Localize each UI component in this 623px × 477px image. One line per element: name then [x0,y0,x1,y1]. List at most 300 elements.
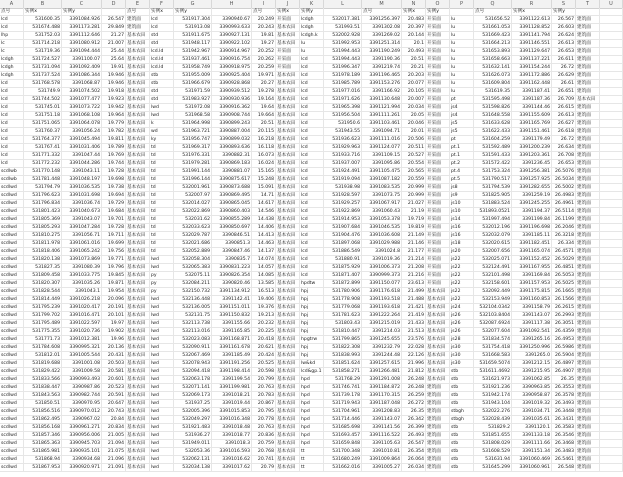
cell[interactable]: 3391282.655 [512,184,552,192]
cell[interactable]: 建筑面 [576,272,600,280]
cell[interactable]: 26.2046 [552,224,576,232]
column-header-d[interactable]: D [102,0,126,8]
cell[interactable]: lcd [300,176,324,184]
cell[interactable]: std [150,88,174,96]
cell[interactable]: 3390956.006 [62,432,102,440]
cell[interactable]: lcd [0,16,24,24]
cell[interactable]: 531809.458 [24,272,62,280]
cell[interactable]: 531739.178 [324,392,362,400]
cell[interactable]: 3391005.27 [362,464,402,472]
cell[interactable]: 建筑面 [576,448,600,456]
cell[interactable]: 531994.443 [324,48,362,56]
cell[interactable]: 3390835.7 [212,256,252,264]
cell[interactable]: 531827.35 [24,264,62,272]
cell[interactable]: 29.849 [102,24,126,32]
cell[interactable]: 3391259.19 [512,192,552,200]
cell[interactable]: 531828.544 [24,288,62,296]
cell[interactable]: 531886.549 [324,248,362,256]
cell[interactable]: scdlwd [0,352,24,360]
cell[interactable] [600,224,623,232]
cell[interactable]: hpd [300,440,324,448]
cell[interactable]: 531790.517 [474,176,512,184]
cell[interactable]: 19.946 [102,72,126,80]
cell[interactable]: lu [450,72,474,80]
cell[interactable]: 20.778 [252,416,276,424]
cell[interactable]: 建筑面 [576,224,600,232]
cell[interactable]: 3391245.255 [512,200,552,208]
cell[interactable]: 531604.259 [474,136,512,144]
cell[interactable]: scdlwd [0,392,24,400]
cell[interactable]: 531700.348 [324,448,362,456]
cell[interactable]: 开采面 [426,160,450,168]
cell[interactable]: 建筑面 [576,184,600,192]
cell[interactable]: 531779.068 [324,304,362,312]
cell[interactable]: 14.057 [252,264,276,272]
cell[interactable]: 3391105.475 [362,168,402,176]
cell[interactable]: 基本农田 [276,304,300,312]
cell[interactable]: 532131.75 [174,312,212,320]
cell[interactable]: scdlwd [0,408,24,416]
cell[interactable]: 3391215.95 [512,368,552,376]
cell[interactable]: 23.613 [402,280,426,288]
cell[interactable]: 基本农田 [126,232,150,240]
cell[interactable]: 26.5461 [552,456,576,464]
cell[interactable]: 建筑面 [576,24,600,32]
cell[interactable]: 基本农田 [276,88,300,96]
cell[interactable]: 20.527 [402,152,426,160]
column-header-p[interactable]: P [450,0,474,8]
cell[interactable]: 基本农田 [276,344,300,352]
cell[interactable]: 3391175.815 [512,288,552,296]
cell[interactable]: 26.4571 [552,248,576,256]
cell[interactable]: td [150,152,174,160]
cell[interactable]: 20.262 [252,56,276,64]
cell[interactable]: 基本农田 [126,360,150,368]
cell[interactable]: 531955.009 [174,72,212,80]
cell[interactable]: 531609.804 [474,80,512,88]
cell[interactable]: 21.146 [402,240,426,248]
cell[interactable]: 14.074 [252,256,276,264]
cell[interactable]: 建筑面 [576,456,600,464]
cell[interactable]: hpj [300,296,324,304]
cell[interactable] [600,168,623,176]
cell[interactable]: 3390846.51 [212,232,252,240]
cell[interactable]: 20.647 [102,400,126,408]
cell[interactable]: stb [450,392,474,400]
cell[interactable]: 建筑面 [426,400,450,408]
cell[interactable]: 建筑面 [576,72,600,80]
cell[interactable]: lwd [150,264,174,272]
cell[interactable]: 3391291.008 [362,376,402,384]
cell[interactable]: 26.4851 [552,264,576,272]
cell[interactable]: lu [450,32,474,40]
cell[interactable]: 基本农田 [276,264,300,272]
cell[interactable]: 3391112.646 [62,32,102,40]
cell[interactable]: 3391173.281 [62,24,102,32]
cell[interactable]: 531812.01 [24,352,62,360]
cell[interactable] [600,144,623,152]
cell[interactable]: 基本农田 [126,256,150,264]
cell[interactable]: 基本农田 [276,112,300,120]
cell[interactable] [600,424,623,432]
cell[interactable]: 基本农田 [276,80,300,88]
cell[interactable]: 3391121.994 [362,104,402,112]
cell[interactable]: 3391043.1 [62,288,102,296]
cell[interactable]: 20.252 [252,48,276,56]
cell[interactable]: lcd [300,224,324,232]
cell[interactable] [324,8,362,16]
cell[interactable]: 20.554 [402,160,426,168]
cell[interactable]: 3391245.655 [362,336,402,344]
cell[interactable]: 建筑面 [576,136,600,144]
cell[interactable]: 531843.563 [24,392,62,400]
cell[interactable] [600,448,623,456]
cell[interactable] [600,136,623,144]
cell[interactable]: 20.203 [402,72,426,80]
cell[interactable]: 531991.144 [174,168,212,176]
cell[interactable]: 开采面 [426,232,450,240]
cell[interactable]: 实例y [62,8,102,16]
cell[interactable]: 开采面 [426,144,450,152]
cell[interactable]: 点号 [362,8,402,16]
cell[interactable]: js8 [450,184,474,192]
cell[interactable]: 开采面 [426,216,450,224]
cell[interactable]: lwd [150,256,174,264]
cell[interactable]: 531996.144 [174,176,212,184]
cell[interactable]: lcd [300,216,324,224]
column-header-g[interactable]: G [174,0,212,8]
cell[interactable]: 26.4907 [552,368,576,376]
cell[interactable]: js20 [450,248,474,256]
cell[interactable]: 3391165.769 [512,120,552,128]
cell[interactable]: 531943.55 [324,128,362,136]
cell[interactable]: 3391005.544 [62,352,102,360]
cell[interactable]: 3391165.85 [212,328,252,336]
cell[interactable]: scdlwd [0,376,24,384]
cell[interactable]: 531820.307 [24,280,62,288]
cell[interactable] [600,216,623,224]
cell[interactable]: 3391080.912 [62,40,102,48]
cell[interactable]: 20.743 [102,408,126,416]
cell[interactable]: 531764.377 [24,136,62,144]
cell[interactable]: 26.5114 [552,208,576,216]
cell[interactable]: 基本农田 [126,384,150,392]
cell[interactable]: 基本农田 [276,384,300,392]
cell[interactable]: 3391194.37 [512,208,552,216]
cell[interactable]: 531968.58 [174,112,212,120]
cell[interactable]: 14.546 [252,208,276,216]
cell[interactable]: 3391018.48 [212,424,252,432]
cell[interactable]: 开采面 [426,152,450,160]
cell[interactable] [600,240,623,248]
cell[interactable]: 531829.2 [474,424,512,432]
cell[interactable]: 3391266.481 [362,368,402,376]
cell[interactable]: 3391199.981 [212,384,252,392]
cell[interactable]: scdlwd [0,216,24,224]
cell[interactable]: 建筑面 [576,56,600,64]
cell[interactable]: 26.5076 [552,168,576,176]
cell[interactable]: 基本农田 [276,320,300,328]
cell[interactable]: 3390916.362 [212,104,252,112]
cell[interactable]: td [150,184,174,192]
cell[interactable]: 531704.961 [324,408,362,416]
cell[interactable]: stb [450,448,474,456]
cell[interactable] [600,464,623,472]
cell[interactable]: 531904.476 [324,232,362,240]
cell[interactable]: 532104.0342 [474,304,512,312]
cell[interactable]: 26.3493 [552,400,576,408]
cell[interactable] [600,184,623,192]
cell[interactable]: 26.4897 [552,360,576,368]
cell[interactable]: 20.101 [102,312,126,320]
cell[interactable]: 3391065.242 [62,248,102,256]
cell[interactable]: 3391060.469 [512,456,552,464]
cell[interactable]: 26.547 [102,16,126,24]
cell[interactable]: 开采面 [426,208,450,216]
cell[interactable]: scdlwd [0,184,24,192]
cell[interactable]: 26.3546 [552,432,576,440]
cell[interactable]: 19.971 [252,72,276,80]
cell[interactable]: 20.601 [102,376,126,384]
cell[interactable]: 532022.276 [474,408,512,416]
cell[interactable]: lcd [300,272,324,280]
cell[interactable]: js22 [450,288,474,296]
cell[interactable]: 532084.211 [174,280,212,288]
column-header-u[interactable]: U [600,0,623,8]
cell[interactable]: 3390914.967 [212,48,252,56]
cell[interactable]: 532017.381 [324,16,362,24]
cell[interactable]: lcd [0,152,24,160]
cell[interactable]: 3391142.41 [212,296,252,304]
column-header-n[interactable]: N [402,0,426,8]
cell[interactable]: 基本农田 [276,416,300,424]
cell[interactable]: 531913.08 [174,24,212,32]
cell[interactable]: 19.694 [102,192,126,200]
cell[interactable]: 20.84 [102,416,126,424]
cell[interactable]: scdlwd [0,272,24,280]
cell[interactable]: 14.413 [252,232,276,240]
cell[interactable]: lcd [150,16,174,24]
cell[interactable]: 3391064.078 [62,120,102,128]
cell[interactable]: 531936.27 [174,432,212,440]
cell[interactable]: 建筑面 [576,416,600,424]
cell[interactable]: scdlwd [0,456,24,464]
cell[interactable]: 532067.469 [174,352,212,360]
cell[interactable]: 26.3553 [552,384,576,392]
cell[interactable]: 19.738 [102,184,126,192]
cell[interactable]: 3391185.49 [212,352,252,360]
cell[interactable]: 基本农田 [126,120,150,128]
cell[interactable]: 3391083.535 [362,184,402,192]
cell[interactable]: lwd [150,408,174,416]
cell[interactable] [600,88,623,96]
cell[interactable]: 531937.007 [324,160,362,168]
cell[interactable]: stb [450,464,474,472]
cell[interactable]: 3391302.08 [362,24,402,32]
cell[interactable]: stb [450,400,474,408]
cell[interactable]: scdlwd [0,256,24,264]
cell[interactable]: 3391033.775 [62,272,102,280]
cell[interactable]: 3390882.31 [212,152,252,160]
cell[interactable]: 基本农田 [426,328,450,336]
cell[interactable]: 3390970.012 [62,408,102,416]
cell[interactable]: lc [0,40,24,48]
cell[interactable]: 21.149 [402,232,426,240]
cell[interactable] [600,32,623,40]
cell[interactable]: 3391190.249 [362,48,402,56]
cell[interactable]: td [150,192,174,200]
cell[interactable]: pt.4 [450,168,474,176]
cell[interactable]: 3391265.0 [512,352,552,360]
cell[interactable]: py [150,288,174,296]
cell[interactable]: 开采面 [426,136,450,144]
cell[interactable]: 26.624 [552,32,576,40]
cell[interactable]: 基本农田 [276,464,300,472]
cell[interactable]: 20.243 [252,24,276,32]
cell[interactable]: 532087.6924 [474,320,512,328]
cell[interactable]: 21.005 [102,432,126,440]
cell[interactable]: 26.248 [402,376,426,384]
cell[interactable]: 26.72 [552,136,576,144]
cell[interactable]: 基本农田 [126,264,150,272]
cell[interactable]: 20.007 [402,96,426,104]
cell[interactable]: js22 [450,256,474,264]
cell[interactable]: 实例y [426,8,450,16]
cell[interactable]: 26.4983 [552,192,576,200]
cell[interactable]: 3390875.617 [212,176,252,184]
cell[interactable]: 3391022.597 [62,320,102,328]
cell[interactable] [600,288,623,296]
cell[interactable]: 基本农田 [126,176,150,184]
cell[interactable]: 3391144.46 [512,104,552,112]
cell[interactable]: 建筑面 [576,400,600,408]
cell[interactable]: 14.617 [252,200,276,208]
cell[interactable]: 基本农田 [276,248,300,256]
cell[interactable]: lwd [150,360,174,368]
cell[interactable]: 3391048.197 [62,176,102,184]
cell[interactable]: 19.699 [102,240,126,248]
cell[interactable] [600,320,623,328]
cell[interactable]: 建筑面 [576,48,600,56]
cell[interactable]: 532058.304 [174,256,212,264]
cell[interactable]: 3391111.016 [362,136,402,144]
cell[interactable]: lcd [150,24,174,32]
cell[interactable]: 19.756 [102,248,126,256]
cell[interactable]: 3391074.502 [62,88,102,96]
cell[interactable]: 基本农田 [276,104,300,112]
cell[interactable]: 3390855.289 [212,216,252,224]
cell[interactable]: 基本农田 [276,352,300,360]
cell[interactable]: 25.44 [102,48,126,56]
cell[interactable]: 建筑面 [576,32,600,40]
cell[interactable]: 21.433 [402,320,426,328]
cell[interactable]: 19.845 [102,272,126,280]
cell[interactable]: 建筑面 [576,144,600,152]
cell[interactable]: 基本农田 [426,368,450,376]
cell[interactable]: 15.248 [252,176,276,184]
cell[interactable]: 基本农田 [126,208,150,216]
cell[interactable]: lwd [150,312,174,320]
cell[interactable]: 建筑面 [576,344,600,352]
cell[interactable]: 开采面 [426,80,450,88]
cell[interactable]: 3391222.264 [362,312,402,320]
cell[interactable]: 3391215.019 [362,320,402,328]
cell[interactable]: lwd [150,112,174,120]
cell[interactable]: 基本农田 [426,376,450,384]
cell[interactable]: 基本农田 [276,256,300,264]
cell[interactable]: 531674.488 [24,24,62,32]
cell[interactable]: stb [150,72,174,80]
cell[interactable]: 3391073.869 [62,256,102,264]
cell[interactable]: 20.834 [102,424,126,432]
cell[interactable]: 基本农田 [276,224,300,232]
cell[interactable]: 531911.675 [174,32,212,40]
cell[interactable]: 531784.608 [24,344,62,352]
cell[interactable]: 19.96 [102,336,126,344]
cell[interactable]: 3391146.551 [512,40,552,48]
cell[interactable]: scdlwb [0,168,24,176]
cell[interactable]: 3391029.988 [362,240,402,248]
cell[interactable]: pt.1 [450,152,474,160]
cell[interactable]: 3391016.471 [62,312,102,320]
cell[interactable]: js10 [450,200,474,208]
cell[interactable]: lwd [150,400,174,408]
cell[interactable]: std [150,32,174,40]
cell[interactable]: 建筑面 [426,456,450,464]
cell[interactable]: 建筑面 [576,312,600,320]
cell[interactable]: 531922.869 [324,208,362,216]
cell[interactable]: 531751.18 [24,112,62,120]
cell[interactable]: 基本农田 [126,376,150,384]
cell[interactable]: 531746.741 [324,384,362,392]
cell[interactable]: 3390865.045 [212,200,252,208]
cell[interactable]: 3390963.85 [512,384,552,392]
cell[interactable]: 基本农田 [576,96,600,104]
cell[interactable]: 531771.332 [24,152,62,160]
cell[interactable]: hpd [300,400,324,408]
cell[interactable]: 531829.422 [24,368,62,376]
cell[interactable]: 3390995.321 [62,344,102,352]
cell[interactable] [600,368,623,376]
cell[interactable]: scdlwd [0,464,24,472]
cell[interactable]: 20.418 [252,336,276,344]
cell[interactable]: 建筑面 [576,432,600,440]
cell[interactable]: lwd [150,368,174,376]
cell[interactable]: 532052.889 [174,248,212,256]
cell[interactable]: 26.611 [552,56,576,64]
cell[interactable]: 3391185.11 [512,232,552,240]
cell[interactable]: 建筑面 [576,40,600,48]
cell[interactable]: scdlwb [0,176,24,184]
cell[interactable]: td [150,248,174,256]
cell[interactable]: 531929.257 [324,200,362,208]
cell[interactable]: 532028.439 [474,416,512,424]
cell[interactable]: 3390925.404 [212,72,252,80]
cell[interactable]: 26.603 [552,24,576,32]
cell[interactable]: 531799.702 [24,312,62,320]
cell[interactable]: 531942.174 [474,392,512,400]
cell[interactable]: 3391256.381 [512,168,552,176]
cell[interactable]: 3391016.593 [212,448,252,456]
cell[interactable]: js16 [450,232,474,240]
cell[interactable]: 点号 [126,8,150,16]
cell[interactable]: 3391024.8 [362,248,402,256]
cell[interactable]: 基本农田 [276,312,300,320]
cell[interactable] [600,400,623,408]
cell[interactable]: 26.627 [552,120,576,128]
cell[interactable] [600,208,623,216]
cell[interactable]: 531656.52 [474,16,512,24]
